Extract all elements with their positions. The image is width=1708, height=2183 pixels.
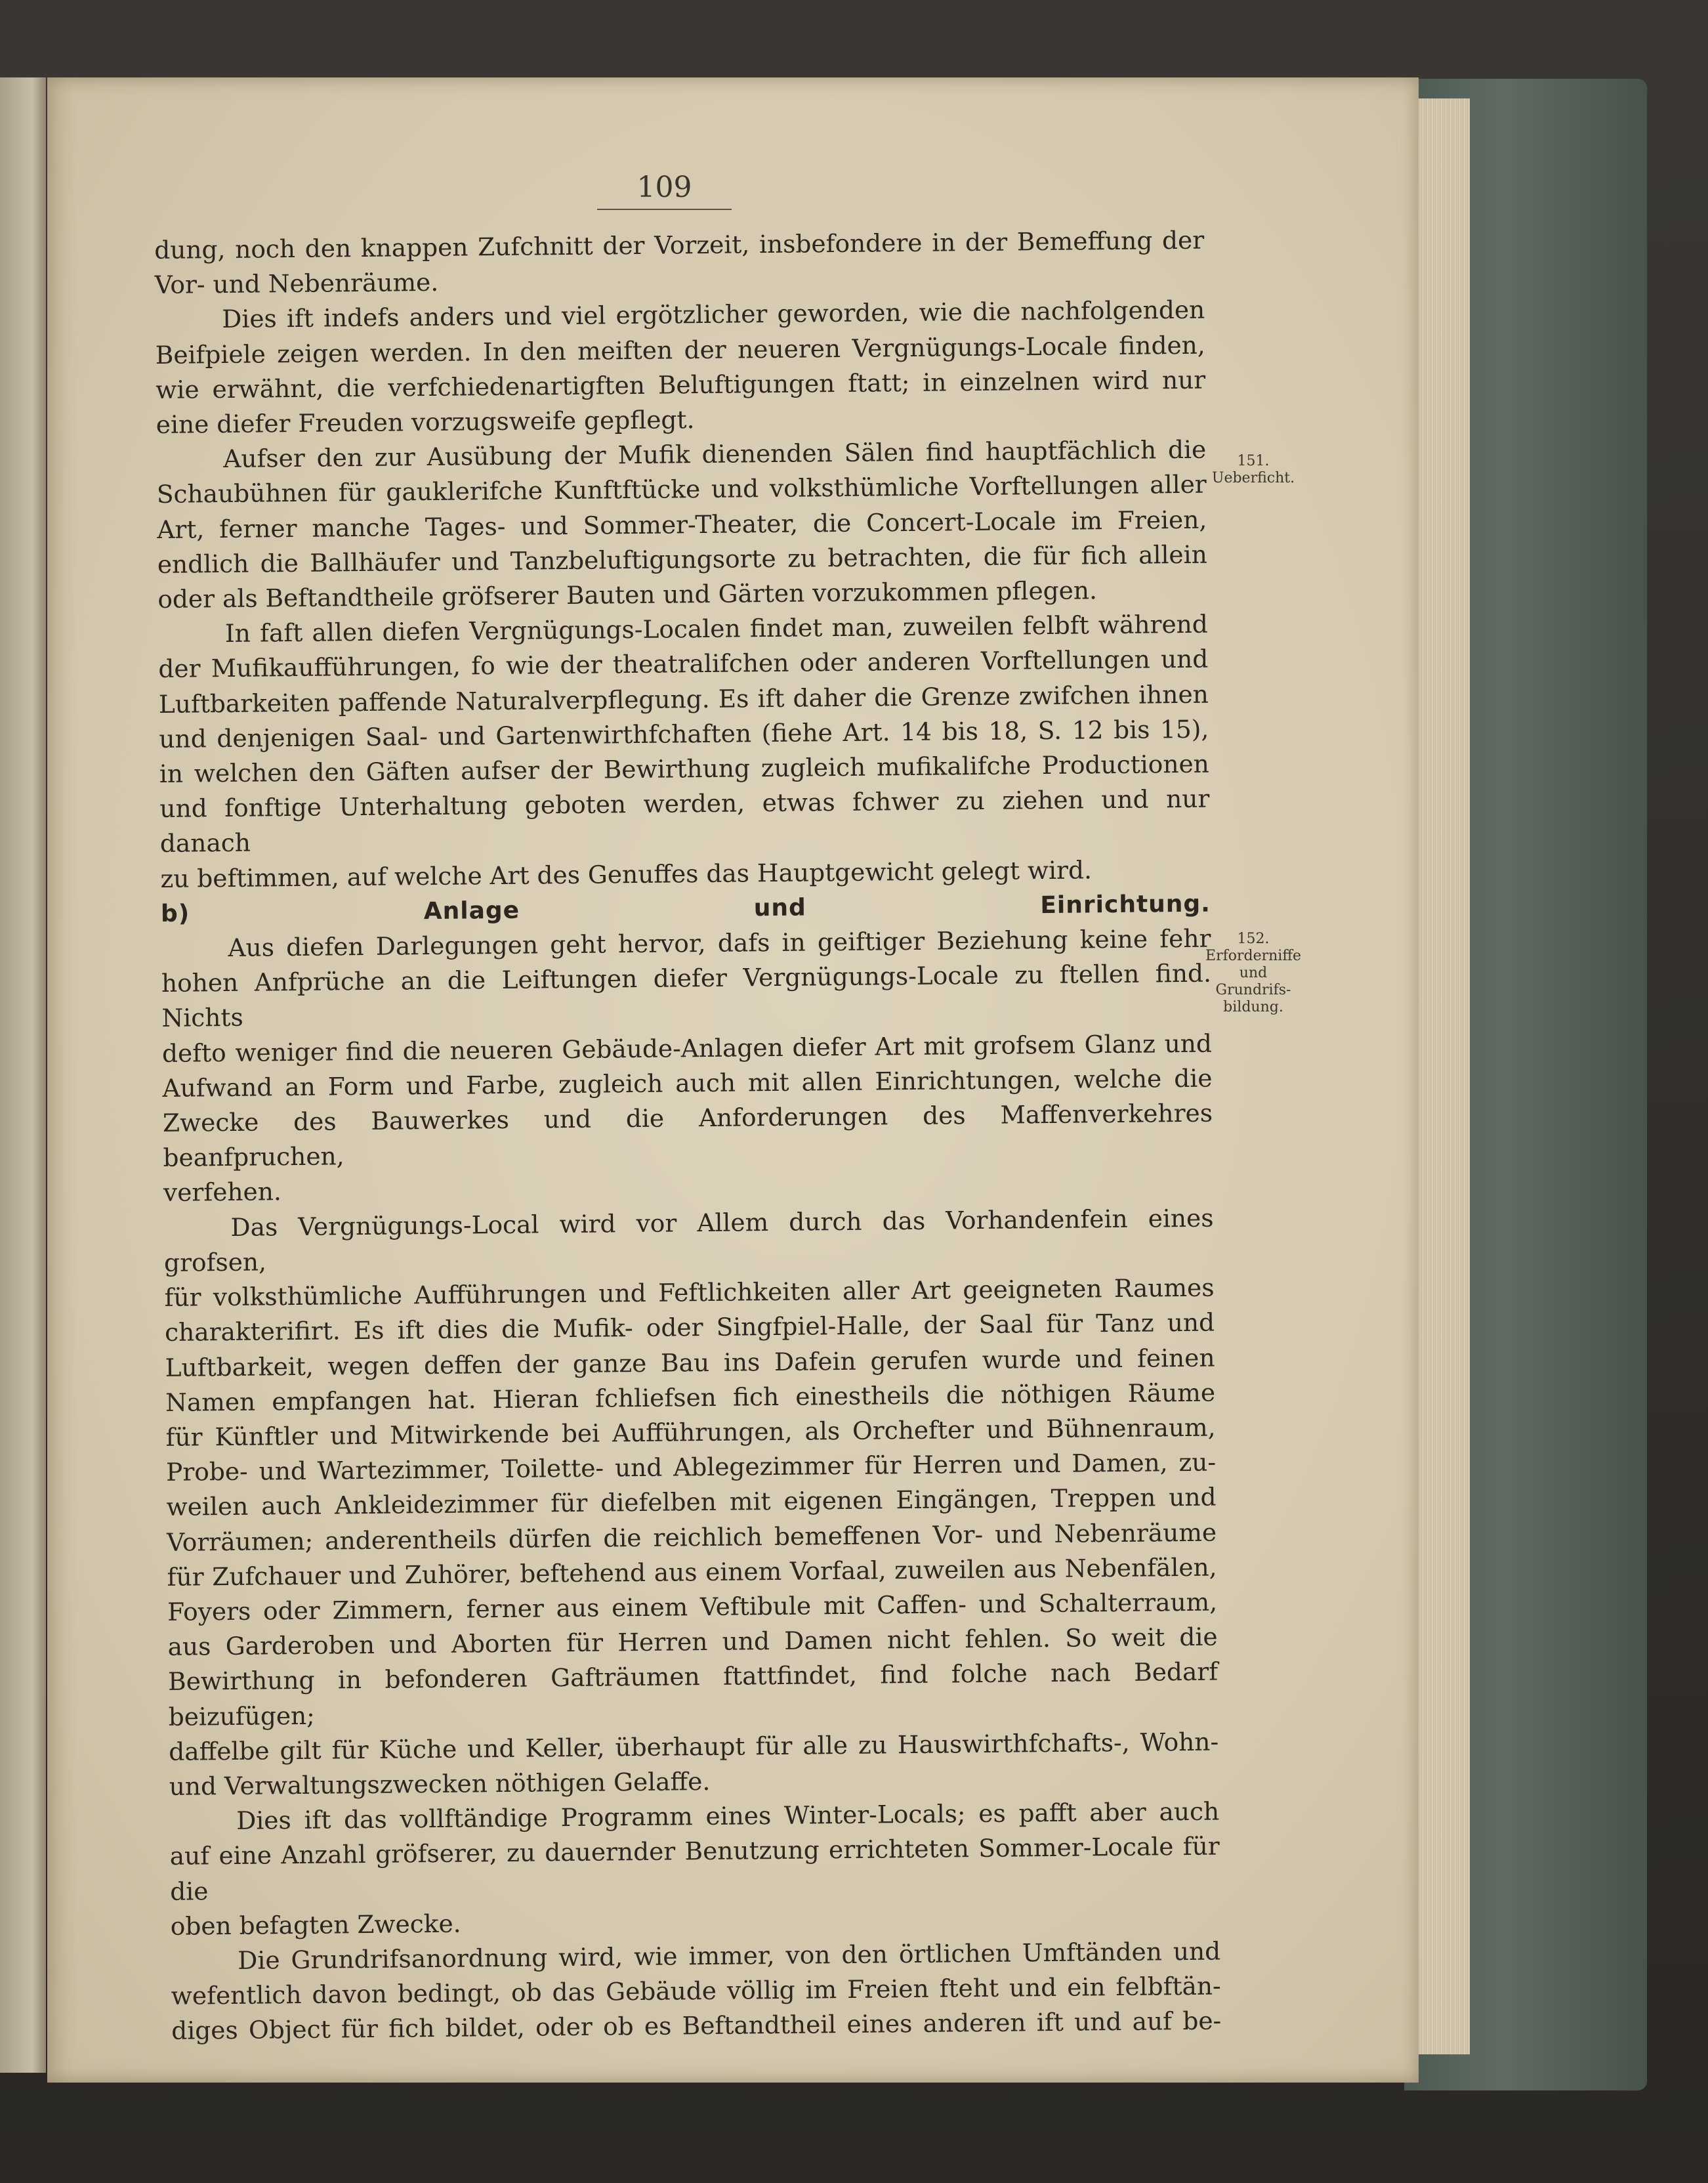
text-line: Aufwand an Form und Farbe, zugleich auch mit allen Einrichtungen, welche die [162, 1063, 1213, 1103]
text-line: Namen empfangen hat. Hieran fchliefsen fich einestheils die nöthigen Räume [165, 1378, 1216, 1417]
text-line: weilen auch Ankleidezimmer für diefelben mit eigenen Eingängen, Treppen und [166, 1482, 1217, 1522]
text-line: defto weniger find die neueren Gebäude-Anlagen diefer Art mit grofsem Glanz und [161, 1028, 1213, 1068]
text-line: und fonftige Unterhaltung geboten werden, etwas fchwer zu ziehen und nur danach [159, 784, 1210, 858]
text-line: eine diefer Freuden vorzugsweife gepflegt. [156, 405, 695, 440]
text-line: hohen Anfprüche an die Leiftungen diefer Vergnügungs-Locale zu ftellen find. Nichts [161, 958, 1212, 1033]
text-line: zu beftimmen, auf welche Art des Genuffes das Hauptgewicht gelegt wird. [160, 855, 1093, 893]
margin-note-line: und [1239, 965, 1268, 981]
text-line: für volksthümliche Aufführungen und Feftlichkeiten aller Art geeigneten Raumes [164, 1273, 1215, 1313]
text-line: Luftbarkeiten paffende Naturalverpflegung. Es ift daher die Grenze zwifchen ihnen [158, 679, 1209, 719]
text-line: Schaubühnen für gauklerifche Kunftftücke und volksthümliche Vorftellungen aller [156, 470, 1207, 509]
paragraph-start-line: Dies ift das vollftändige Programm eines Winter-Locals; es pafft aber auch [236, 1796, 1220, 1836]
facing-page-edge [0, 77, 46, 2073]
margin-note-line: bildung. [1223, 999, 1283, 1015]
text-line: Probe- und Wartezimmer, Toilette- und Ablegezimmer für Herren und Damen, zu- [165, 1447, 1217, 1487]
text-line: diges Object für fich bildet, oder ob es Beftandtheil eines anderen ift und auf be- [171, 2006, 1222, 2046]
margin-note-152 [1204, 931, 1302, 1016]
text-line: und denjenigen Saal- und Gartenwirthfchaften (fiehe Art. 14 bis 18, S. 12 bis 15), [159, 714, 1209, 753]
page-number: 109 [636, 171, 692, 204]
body-text [154, 223, 1221, 2049]
text-line: aus Garderoben und Aborten für Herren und Damen nicht fehlen. So weit die [167, 1622, 1218, 1662]
text-line: Vorräumen; anderentheils dürfen die reichlich bemeffenen Vor- und Nebenräume [166, 1517, 1217, 1557]
paragraph-start-line: Aus diefen Darlegungen geht hervor, dafs in geiftiger Beziehung keine fehr [228, 923, 1211, 963]
text-line: wie erwähnt, die verfchiedenartigften Beluftigungen ftatt; in einzelnen wird nur [156, 365, 1206, 404]
page-block-edges [1411, 98, 1470, 2054]
text-line: dung, noch den knappen Zufchnitt der Vorzeit, insbefondere in der Bemeffung der [154, 225, 1205, 265]
text-line: Luftbarkeit, wegen deffen der ganze Bau ins Dafein gerufen wurde und feinen [165, 1343, 1215, 1382]
text-line: Zwecke des Bauwerkes und die Anforderungen des Maffenverkehres beanfpruchen, [162, 1098, 1213, 1173]
text-line: Bewirthung in befonderen Gafträumen ftattfindet, find folche nach Bedarf beizufügen; [167, 1657, 1219, 1731]
paragraph-start-line: Das Vergnügungs-Local wird vor Allem durch das Vorhandenfein eines grofsen, [163, 1203, 1214, 1277]
text-line: verfehen. [163, 1177, 282, 1208]
text-line: der Mufikaufführungen, fo wie der theatralifchen oder anderen Vorftellungen und [158, 645, 1209, 684]
paragraph-start-line: In faft allen diefen Vergnügungs-Localen findet man, zuweilen felbft während [224, 609, 1209, 648]
margin-note-line: Grundrifs- [1215, 982, 1291, 998]
margin-note-number: 152. [1237, 931, 1270, 947]
margin-note-151 [1204, 453, 1302, 487]
text-line: charakterifirt. Es ift dies die Mufik- oder Singfpiel-Halle, der Saal für Tanz und [164, 1307, 1215, 1347]
margin-note-label: Ueberficht. [1211, 470, 1295, 486]
text-line: Art, ferner manche Tages- und Sommer-Theater, die Concert-Locale im Freien, [157, 505, 1207, 544]
page-number-rule [597, 209, 732, 210]
text-line: daffelbe gilt für Küche und Keller, überhaupt für alle zu Hauswirthfchafts-, Wohn- [168, 1727, 1219, 1766]
paragraph-start-line: Die Grundrifsanordnung wird, wie immer, von den örtlichen Umftänden und [238, 1936, 1221, 1975]
paragraph-start-line: Aufser den zur Ausübung der Mufik dienenden Sälen find hauptfächlich die [223, 434, 1207, 474]
text-line: endlich die Ballhäufer und Tanzbeluftigungsorte zu betrachten, die für fich allein [157, 540, 1207, 579]
section-heading: b) Anlage und Einrichtung. [160, 890, 1211, 927]
margin-note-number: 151. [1237, 453, 1270, 469]
text-line: Vor- und Nebenräume. [154, 268, 439, 300]
text-line: oder als Beftandtheile gröfserer Bauten und Gärten vorzukommen pflegen. [157, 576, 1098, 614]
text-line: wefentlich davon bedingt, ob das Gebäude völlig im Freien fteht und ein felbftän- [171, 1971, 1221, 2011]
text-line: Beifpiele zeigen werden. In den meiften der neueren Vergnügungs-Locale finden, [155, 330, 1205, 370]
text-line: für Zufchauer und Zuhörer, beftehend aus einem Vorfaal, zuweilen aus Nebenfälen, [167, 1552, 1217, 1592]
text-line: für Künftler und Mitwirkende bei Aufführungen, als Orchefter und Bühnenraum, [165, 1412, 1216, 1452]
text-line: auf eine Anzahl gröfserer, zu dauernder Benutzung errichteten Sommer-Locale für die [169, 1831, 1220, 1906]
text-line: in welchen den Gäften aufser der Bewirthung zugleich mufikalifche Productionen [159, 749, 1210, 789]
text-line: oben befagten Zwecke. [170, 1909, 461, 1941]
text-line: und Verwaltungszwecken nöthigen Gelaffe. [169, 1766, 711, 1801]
margin-note-line: Erforderniffe [1205, 948, 1301, 964]
text-line: Foyers oder Zimmern, ferner aus einem Veftibule mit Caffen- und Schalterraum, [167, 1587, 1218, 1626]
paragraph-start-line: Dies ift indefs anders und viel ergötzlicher geworden, wie die nachfolgenden [222, 295, 1205, 334]
